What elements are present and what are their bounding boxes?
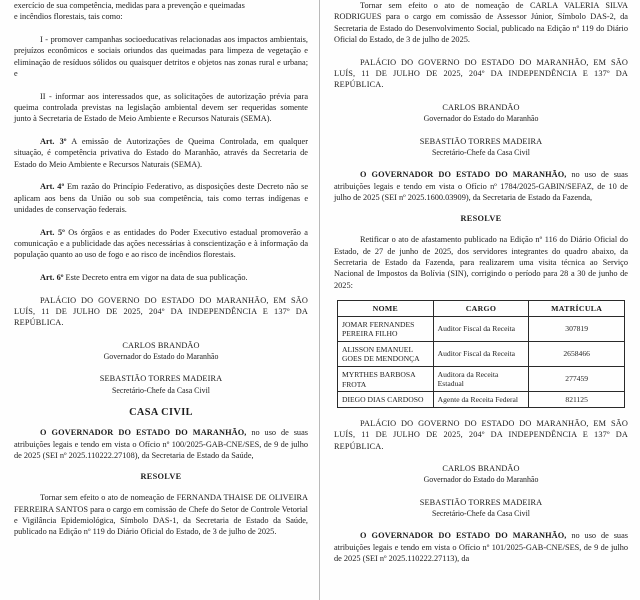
table-body: [338, 316, 625, 407]
cell-matricula: 2658466: [529, 341, 625, 366]
table-row: [338, 341, 625, 366]
spacer: [334, 158, 628, 169]
decree-article-6: [14, 272, 308, 283]
table-row: [338, 367, 625, 392]
governador-lead-next: O GOVERNADOR DO ESTADO DO MARANHÃO,: [360, 531, 567, 541]
governador-paragraph-fazenda: [334, 169, 628, 203]
spacer: [14, 418, 308, 427]
resolve-heading-left: RESOLVE: [140, 472, 182, 482]
spacer: [334, 223, 628, 234]
retificar-text: Retificar o ato de afastamento publicado na Edição nº 116 do Diário Oficial do Estado, de 27 de junho de 2025, dos servidores integrantes do quadro abaixo, da Secretaria de Estado da Fazenda, para realizarem uma visita técnica ao Serviço Nacional de Impostos da Bolívia (SIN), corrigindo o período para 28 a 30 de junho de 2025:: [334, 235, 628, 290]
table-header-cargo: CARGO: [433, 301, 529, 317]
table-row: [338, 392, 625, 408]
governador-paragraph-next: [334, 530, 628, 564]
governador-rest-fazenda: no uso de suas atribuições legais e tendo em vista o Ofício nº 1784/2025-GABIN/SEFAZ, de 10 de julho de 2025 (SEI nº 2025.1600.03909), da Secretaria de Estado da Fazenda,: [334, 170, 628, 203]
article-5-text: Os órgãos e as entidades do Poder Executivo estadual promoverão a comunicação e a publicidade das ações necessárias à conscientização e à informação da população quanto ao uso de fogo e ao risco de incêndios florestais.: [14, 227, 308, 260]
servidores-table: [337, 300, 625, 408]
article-3-text: A emissão de Autorizações de Queima Controlada, em qualquer situação, é competência privativa do Estado do Maranhão, através da Secretaria de Estado do Meio Ambiente e Recursos Naturais (SEMA).: [14, 136, 308, 169]
signature-chief-role-right-2: Secretário-Chefe da Casa Civil: [432, 509, 530, 519]
decree-article-3: [14, 136, 308, 170]
cell-matricula: 277459: [529, 367, 625, 392]
cell-matricula: 821125: [529, 392, 625, 408]
servidores-table-wrapper: [334, 300, 628, 408]
cell-nome: JOMAR FERNANDES PEREIRA FILHO: [338, 316, 434, 341]
governador-rest-left: no uso de suas atribuições legais e tendo em vista o Ofício nº 100/2025-GAB-CNE/SES, de 9 de julho de 2025 (SEI nº 2025.110222.27108), da Secretaria de Estado da Saúde,: [14, 428, 308, 460]
resolve-heading-fazenda: RESOLVE: [460, 214, 502, 224]
spacer: [14, 461, 308, 472]
decree-article-4: [14, 181, 308, 215]
signature-chief-role-right-1: Secretário-Chefe da Casa Civil: [432, 147, 530, 157]
governador-rest-next: no uso de suas atribuições legais e tendo em vista o Ofício nº 101/2025-GAB-CNE/SES, de 9 de julho de 2025 (SEI nº 2025.110222.27113), da: [334, 531, 628, 564]
decree-intro-line: e incêndios florestais, tais como:: [14, 12, 123, 22]
table-row: [338, 316, 625, 341]
spacer: [334, 91, 628, 102]
table-header-matricula: MATRÍCULA: [529, 301, 625, 317]
table-header-nome: NOME: [338, 301, 434, 317]
cell-cargo: Auditor Fiscal da Receita: [433, 316, 529, 341]
palacio-block-right-1: PALÁCIO DO GOVERNO DO ESTADO DO MARANHÃO, EM SÃO LUÍS, 11 DE JULHO DE 2025, 204º DA INDEPENDÊNCIA E 137º DA REPÚBLICA.: [334, 57, 628, 90]
spacer: [334, 452, 628, 463]
decree-item-ii: II - informar aos interessados que, as solicitações de autorização prévia para queima controlada previstas na legislação ambiental devem ser requeridas somente junto à Secretaria de Estado de Meio Ambiente e Recursos Naturais (SEMA).: [14, 91, 308, 124]
decree-article-5: [14, 227, 308, 261]
signature-governor-name-right-2: CARLOS BRANDÃO: [442, 463, 520, 473]
governador-paragraph-left: [14, 427, 308, 461]
signature-governor-name-left: CARLOS BRANDÃO: [122, 340, 200, 350]
spacer: [14, 329, 308, 340]
table-head: [338, 301, 625, 317]
signature-governor-role-left: Governador do Estado do Maranhão: [103, 352, 219, 362]
clipped-top-line: exercício de sua competência, medidas para a prevenção e queimadas: [14, 1, 245, 10]
spacer: [14, 396, 308, 407]
article-4-label: Art. 4º: [40, 182, 65, 192]
signature-chief-role-left: Secretário-Chefe da Casa Civil: [112, 385, 210, 395]
spacer: [334, 519, 628, 530]
ato-carla-text: Tornar sem efeito o ato de nomeação de CARLA VALERIA SILVA RODRIGUES para o cargo em comissão de Assessor Júnior, Símbolo DAS-2, da Secretaria de Estado do Desenvolvimento Social, publicado na Edição nº 119 do Diário Oficial do Estado, de 3 de julho de 2025.: [334, 1, 628, 45]
spacer: [334, 203, 628, 214]
spacer: [334, 486, 628, 497]
cell-nome: MYRTHES BARBOSA FROTA: [338, 367, 434, 392]
section-heading-casa-civil: CASA CIVIL: [129, 407, 193, 419]
cell-cargo: Auditora da Receita Estadual: [433, 367, 529, 392]
right-column: [320, 0, 640, 600]
signature-governor-role-right-2: Governador do Estado do Maranhão: [423, 475, 539, 485]
cell-cargo: Auditor Fiscal da Receita: [433, 341, 529, 366]
spacer: [14, 362, 308, 373]
column-divider: [319, 0, 320, 600]
signature-governor-role-right-1: Governador do Estado do Maranhão: [423, 114, 539, 124]
signature-governor-name-right-1: CARLOS BRANDÃO: [442, 102, 520, 112]
article-4-text: Em razão do Princípio Federativo, as disposições deste Decreto não se aplicam aos bens da União ou sob sua competência, tais como terras indígenas e unidades de conservação federais.: [14, 182, 308, 214]
cell-nome: DIEGO DIAS CARDOSO: [338, 392, 434, 408]
decree-item-i: I - promover campanhas socioeducativas relacionadas aos impactos ambientais, prejuízos econômicos e sociais oriundos das queimadas para limpeza de vegetação e eliminação de resíduos sólidos ou quaisquer detritos e objetos nas zonas rural e urbana; e: [14, 34, 308, 79]
table-header-row: [338, 301, 625, 317]
spacer: [14, 481, 308, 492]
signature-chief-name-right-1: SEBASTIÃO TORRES MADEIRA: [419, 136, 543, 146]
cell-cargo: Agente da Receita Federal: [433, 392, 529, 408]
signature-chief-name-right-2: SEBASTIÃO TORRES MADEIRA: [419, 497, 543, 507]
spacer: [334, 125, 628, 136]
palacio-block-left: PALÁCIO DO GOVERNO DO ESTADO DO MARANHÃO, EM SÃO LUÍS, 11 DE JULHO DE 2025, 204º DA INDEPENDÊNCIA E 137º DA REPÚBLICA.: [14, 295, 308, 328]
governador-lead-fazenda: O GOVERNADOR DO ESTADO DO MARANHÃO,: [360, 170, 567, 180]
governador-lead-left: O GOVERNADOR DO ESTADO DO MARANHÃO,: [40, 428, 247, 438]
ato-fernanda-text: Tornar sem efeito o ato de nomeação de FERNANDA THAISE DE OLIVEIRA FERREIRA SANTOS para o cargo em comissão de Chefe do Setor de Controle Vetorial e Vigilância Epidemiológica, Símbolo DAS-1, da Secretaria de Estado da Saúde, publicado na Edição nº 119 do Diário Oficial do Estado, de 3 de julho de 2025.: [14, 493, 308, 537]
signature-chief-name-left: SEBASTIÃO TORRES MADEIRA: [99, 374, 223, 384]
article-6-label: Art. 6º: [40, 272, 64, 282]
cell-nome: ALISSON EMANUEL GOES DE MENDONÇA: [338, 341, 434, 366]
palacio-block-right-2: PALÁCIO DO GOVERNO DO ESTADO DO MARANHÃO, EM SÃO LUÍS, 11 DE JULHO DE 2025, 204º DA INDEPENDÊNCIA E 137º DA REPÚBLICA.: [334, 418, 628, 451]
article-6-text: Este Decreto entra em vigor na data de sua publicação.: [63, 272, 248, 282]
article-3-label: Art. 3º: [40, 136, 67, 146]
article-5-label: Art. 5º: [40, 227, 65, 237]
cell-matricula: 307819: [529, 316, 625, 341]
